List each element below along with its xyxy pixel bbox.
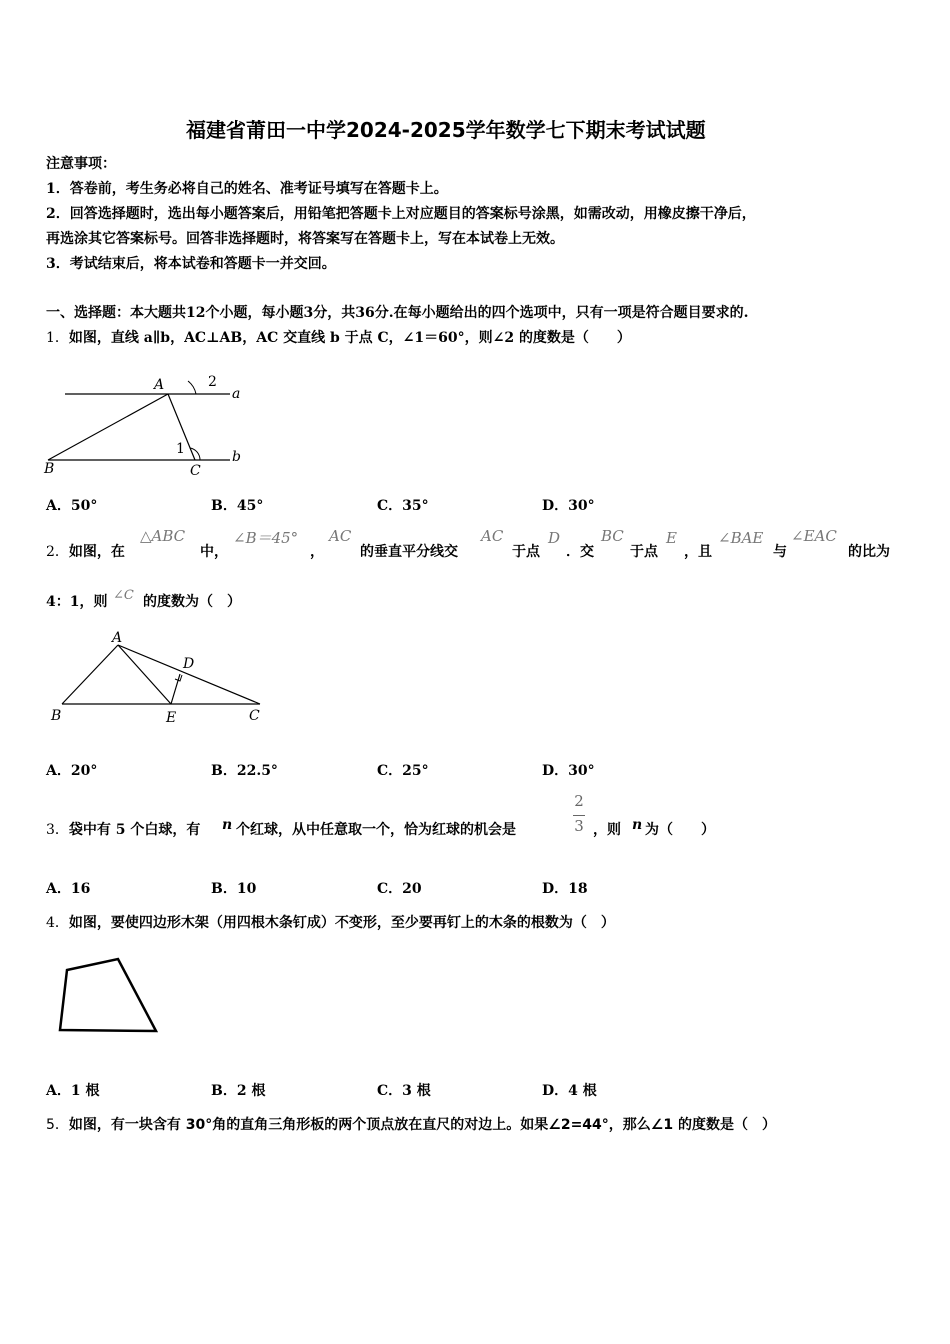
q3-option-d[interactable]: D．18 [542, 881, 588, 897]
question-1 [46, 327, 631, 347]
fraction-bar [573, 815, 585, 816]
q2-option-c[interactable]: C．25° [377, 763, 429, 779]
math-angle-b: ∠B＝45° [233, 529, 299, 547]
label-e: E [166, 710, 177, 726]
q1-option-d[interactable]: D．30° [542, 498, 595, 514]
question-text: 4：1，则 [46, 594, 108, 610]
label-line-b: b [232, 449, 241, 465]
q4-option-d[interactable]: D．4 根 [542, 1083, 597, 1099]
question-text: 中， [200, 544, 228, 560]
page-title: 福建省莆田一中学2024-2025学年数学七下期末考试试题 [186, 118, 706, 142]
q4-option-c[interactable]: C．3 根 [377, 1083, 431, 1099]
question-text: 于点 [512, 544, 540, 560]
question-number: 2． [46, 544, 69, 560]
math-angle-eac: ∠EAC [791, 527, 837, 545]
label-line-a: a [232, 386, 241, 402]
math-angle-c: ∠C [113, 588, 134, 603]
section-heading: 一、选择题：本大题共12个小题，每小题3分，共36分.在每小题给出的四个选项中，只有一项是符合题目要求的. [46, 305, 749, 321]
question-text: ， [310, 544, 324, 560]
notice-item: 3．考试结束后，将本试卷和答题卡一并交回。 [46, 256, 336, 272]
label-b-point: B [44, 461, 55, 477]
question-4 [46, 912, 615, 932]
math-d: D [548, 529, 561, 547]
math-ac: AC [481, 527, 504, 545]
angle-2-arc [188, 381, 196, 394]
segment-ab [48, 394, 168, 460]
question-number: 3． [46, 822, 69, 838]
q1-option-b[interactable]: B．45° [211, 498, 264, 514]
fraction-denominator: 3 [574, 817, 584, 835]
q3-option-a[interactable]: A．16 [46, 881, 91, 897]
question-text: 的度数为（ ） [143, 594, 241, 610]
notice-item: 2．回答选择题时，选出每小题答案后，用铅笔把答题卡上对应题目的答案标号涂黑，如需改动，用橡皮擦干净后， [46, 206, 756, 222]
question-3 [46, 819, 200, 839]
label-angle-2: 2 [208, 374, 217, 390]
question-text: 个红球，从中任意取一个，恰为红球的机会是 [236, 822, 516, 838]
question-text: ．交 [566, 544, 594, 560]
question-2 [46, 541, 125, 561]
label-a: A [112, 630, 123, 646]
q1-option-c[interactable]: C．35° [377, 498, 429, 514]
angle-1-arc [190, 448, 200, 460]
q2-option-a[interactable]: A．20° [46, 763, 98, 779]
math-e: E [666, 529, 677, 547]
question-text: 如图，直线 a∥b，AC⊥AB，AC 交直线 b 于点 C，∠1＝60°，则∠2 的度数是（ ） [68, 330, 631, 346]
question-number: 1． [46, 330, 69, 346]
question-text: 为（ ） [645, 822, 715, 838]
q2-figure [45, 630, 275, 730]
segment-ac [118, 645, 260, 704]
q4-option-a[interactable]: A．1 根 [46, 1083, 100, 1099]
quadrilateral [60, 959, 156, 1031]
label-c-point: C [190, 463, 201, 479]
label-angle-1: 1 [176, 441, 185, 457]
q2-option-b[interactable]: B．22.5° [211, 763, 278, 779]
label-a-point: A [154, 377, 165, 393]
math-triangle-abc: △ABC [140, 527, 186, 545]
q3-option-b[interactable]: B．10 [211, 881, 257, 897]
label-d: D [183, 656, 195, 672]
math-angle-bae: ∠BAE [718, 529, 764, 547]
math-bc: BC [601, 527, 624, 545]
question-text: ，则 [593, 822, 621, 838]
q1-option-a[interactable]: A．50° [46, 498, 98, 514]
question-text: ，且 [684, 544, 712, 560]
label-b: B [51, 708, 62, 724]
notice-item: 再选涂其它答案标号。回答非选择题时，将答案写在答题卡上，写在本试卷上无效。 [46, 231, 564, 247]
math-ac: AC [329, 527, 352, 545]
notice-item: 1．答卷前，考生务必将自己的姓名、准考证号填写在答题卡上。 [46, 181, 448, 197]
question-number: 5． [46, 1117, 69, 1133]
q3-option-c[interactable]: C．20 [377, 881, 422, 897]
question-text: 如图，有一块含有 30°角的直角三角形板的两个顶点放在直尺的对边上。如果∠2=44°，那么∠1 的度数是（ ） [68, 1117, 776, 1133]
math-n: n [222, 817, 233, 833]
segment-de [171, 674, 180, 704]
fraction-numerator: 2 [574, 792, 584, 810]
question-text: 如图，要使四边形木架（用四根木条钉成）不变形，至少要再钉上的木条的根数为（ ） [68, 915, 615, 931]
notice-heading: 注意事项： [46, 156, 116, 172]
q4-quadrilateral-figure [50, 950, 170, 1040]
math-n: n [632, 817, 643, 833]
question-text: 如图，在 [68, 544, 125, 560]
q4-option-b[interactable]: B．2 根 [211, 1083, 266, 1099]
question-number: 4． [46, 915, 69, 931]
label-c: C [249, 708, 260, 724]
question-text: 于点 [630, 544, 658, 560]
question-5 [46, 1114, 776, 1134]
segment-ae [118, 645, 171, 704]
segment-ab [62, 645, 118, 704]
q2-option-d[interactable]: D．30° [542, 763, 595, 779]
question-text: 与 [773, 544, 787, 560]
question-text: 的垂直平分线交 [360, 544, 458, 560]
q1-figure [40, 360, 260, 480]
question-text: 袋中有 5 个白球，有 [68, 822, 201, 838]
question-text: 的比为 [848, 544, 890, 560]
